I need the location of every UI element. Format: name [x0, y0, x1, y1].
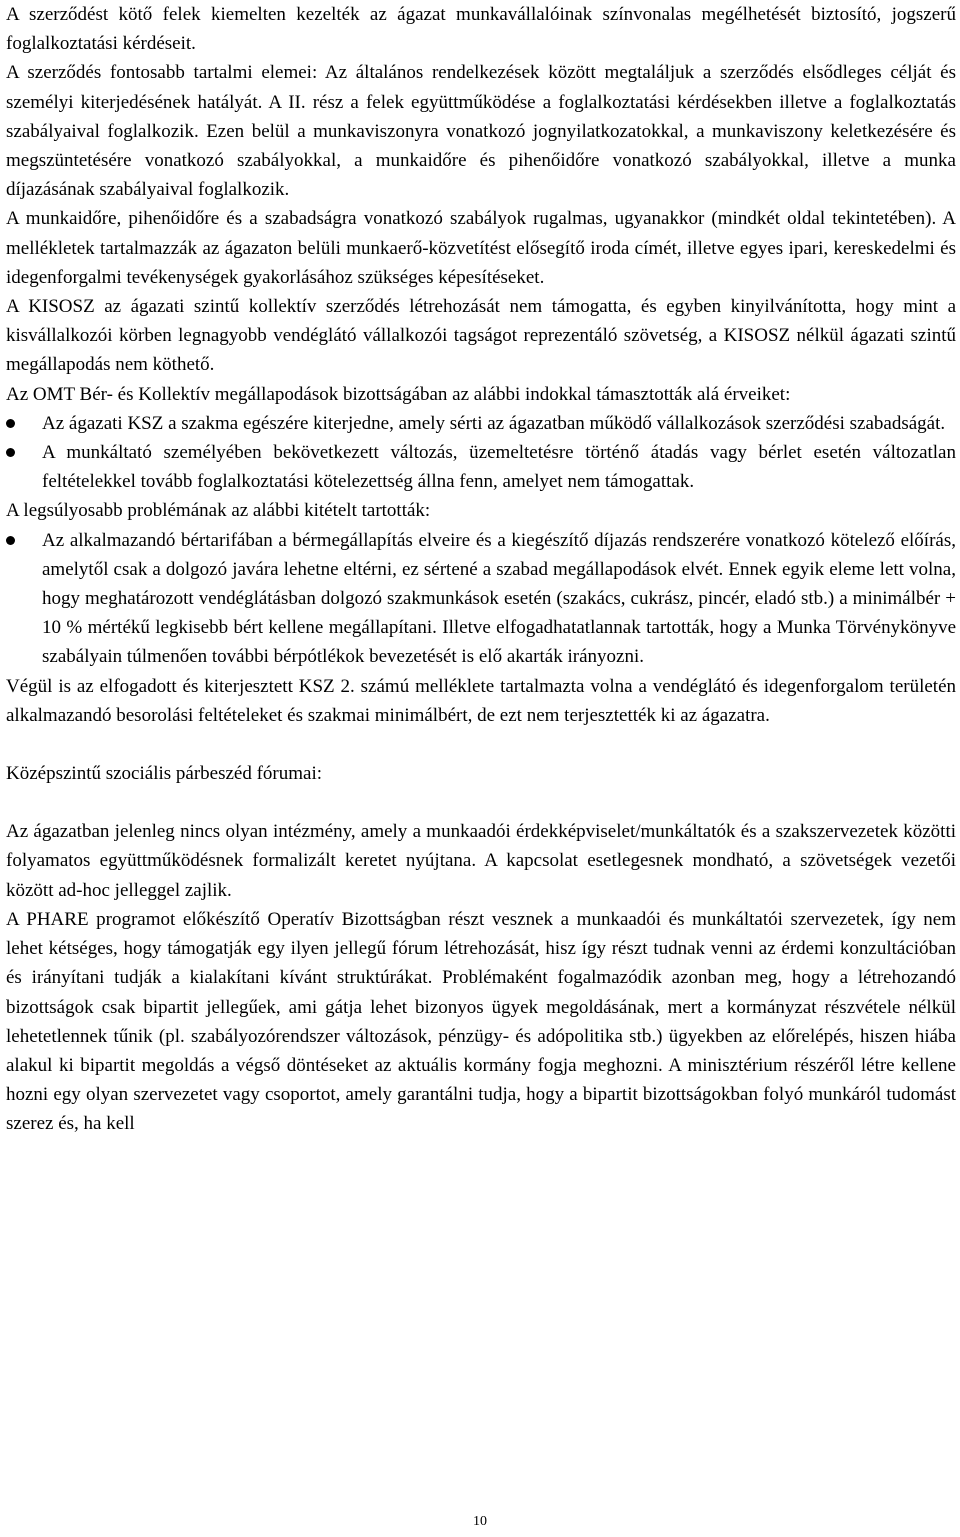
paragraph-no-institution: Az ágazatban jelenleg nincs olyan intézmény, amely a munkaadói érdekképviselet/munkáltatók és a szakszervezetek közötti folyamatos együttműködésnek formalizált keretet nyújtana. A kapcsolat esetlegesnek mondható, a szövetségek vezetői között ad-hoc jelleggel zajlik.	[6, 821, 956, 901]
paragraph-employment-issues: A szerződést kötő felek kiemelten kezelték az ágazat munkavállalóinak színvonalas megélhetését biztosító, jogszerű foglalkoztatási kérdéseit.	[6, 4, 956, 55]
paragraph-closing: Végül is az elfogadott és kiterjesztett KSZ 2. számú melléklete tartalmazta volna a vendéglátó és idegenforgalom területén alkalmazandó besorolási feltételeket és szakmai minimálbért, de ezt nem terjesztették ki az ágazatra.	[6, 675, 956, 726]
paragraph-working-time-rules: A munkaidőre, pihenőidőre és a szabadságra vonatkozó szabályok rugalmas, ugyanakkor (mindkét oldal tekintetében). A mellékletek tartalmazzák az ágazaton belüli munkaerő-közvetítést elősegítő iroda címét, illetve egyes ipari, kereskedelmi és idegenforgalmi tevékenységek gyakorlásához szükséges képesítéseket.	[6, 208, 956, 288]
paragraph-contract-contents: A szerződés fontosabb tartalmi elemei: Az általános rendelkezések között megtaláljuk a szerződés elsődleges célját és személyi kiterjedésének hatályát. A II. rész a felek együttműködése a foglalkoztatási kérdésekben illetve a foglalkoztatás szabályaival foglalkozik. Ezen belül a munkaviszonyra vonatkozó jognyilatkozatokkal, a munkaviszony keletkezésére és megszüntetésére vonatkozó szabályokkal, a munkaidőre és pihenőidőre vonatkozó szabályokkal, illetve a munka díjazásának szabályaival foglalkozik.	[6, 62, 956, 201]
bullet-list-main-problem	[6, 526, 956, 672]
list-item-text: Az alkalmazandó bértarifában a bérmegállapítás elveire és a kiegészítő díjazás rendszerére vonatkozó kötelező előírás, amelytől csak a dolgozó javára lehetne eltérni, ez sértené a szabad megállapodások elvét. Ennek egyik eleme lett volna, hogy meghatározott vendéglátásban dolgozó szakmunkások esetén (szakács, cukrász, pincér, eladó stb.) a minimálbér + 10 % mértékű legkisebb bért kellene megállapítani. Illetve elfogadhatatlannak tartották, hogy a Munka Törvénykönyve szabályain túlmenően további bérpótlékok bevezetését is elő akarták irányozni.	[42, 529, 956, 668]
section-heading: Középszintű szociális párbeszéd fórumai:	[6, 763, 323, 785]
bullet-list-arguments	[6, 409, 956, 497]
list-item	[6, 526, 956, 672]
paragraph-main-problem-intro: A legsúlyosabb problémának az alábbi kitételt tartották:	[6, 500, 431, 522]
paragraph-phare-program: A PHARE programot előkészítő Operatív Bizottságban részt vesznek a munkaadói és munkáltatói szervezetek, így nem lehet kétséges, hogy támogatják egy ilyen jellegű fórum létrehozását, hisz így részt tudnak venni az érdemi konzultációban és irányítani tudják a kialakítani kívánt struktúrákat. Problémaként fogalmazódik azonban meg, hogy a létrehozandó bizottságok csak bipartit jellegűek, ami gátja lehet bizonyos ügyek megoldásának, mert a kormányzat részvétele nélkül lehetetlennek tűnik (pl. szabályozórendszer változások, pénzügy- és adópolitika stb.) ügyekben az előrelépés, hiszen hiába alakul ki bipartit megoldás a végső döntéseket az aktuális kormány fogja meghozni. A minisztérium részéről létre kellene hozni egy olyan szervezetet vagy csoportot, amely garantálni tudja, hogy a bipartit bizottságokban folyó munkáról tudomást szerez és, ha kell	[6, 908, 956, 1135]
list-item-text: Az ágazati KSZ a szakma egészére kiterjedne, amely sérti az ágazatban működő vállalkozások szerződési szabadságát.	[42, 412, 946, 434]
paragraph-kisosz-position: A KISOSZ az ágazati szintű kollektív szerződés létrehozását nem támogatta, és egyben kinyilvánította, hogy mint a kisvállalkozói körben legnagyobb vendéglátó vállalkozói tagságot reprezentáló szövetség, a KISOSZ nélkül ágazati szintű megállapodás nem köthető.	[6, 296, 956, 376]
list-item	[6, 438, 956, 496]
page-number: 10	[473, 1514, 487, 1529]
list-item	[6, 409, 956, 438]
list-item-text: A munkáltató személyében bekövetkezett változás, üzemeltetésre történő átadás vagy bérlet esetén változatlan feltételekkel tovább foglalkoztatási kötelezettség állna fenn, amelyet nem támogattak.	[42, 442, 956, 493]
paragraph-omt-committee: Az OMT Bér- és Kollektív megállapodások bizottságában az alábbi indokkal támasztották alá érveiket:	[6, 383, 791, 405]
